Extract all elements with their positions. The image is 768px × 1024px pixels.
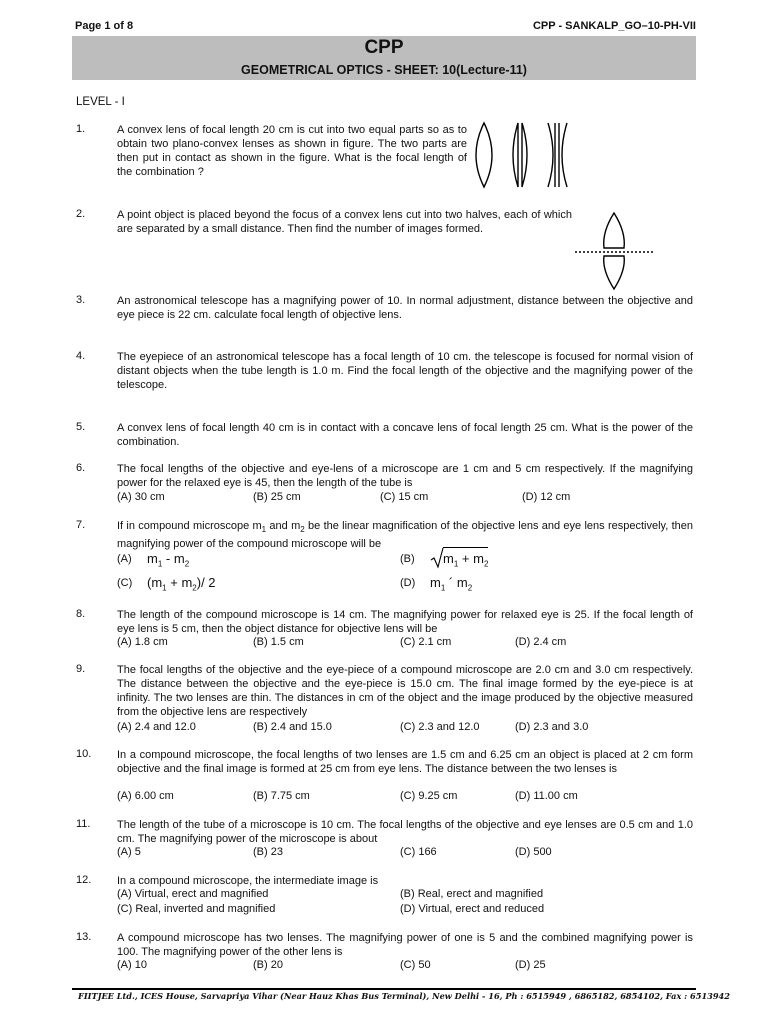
title-banner: [72, 36, 696, 80]
level-heading: LEVEL - I: [76, 96, 125, 108]
option-a-label: (A): [117, 553, 132, 565]
question-number: 6.: [76, 462, 86, 474]
question-text: An astronomical telescope has a magnifying power of 10. In normal adjustment, distance between the objective and eye piece is 22 cm. calculate focal length of objective lens.: [117, 295, 693, 321]
question-text: A convex lens of focal length 20 cm is cut into two equal parts so as to obtain two plano-convex lenses as shown in figure. The two parts are then put in contact as shown in the figure. What is the focal length of the combination ?: [117, 124, 467, 178]
option-a: (A) 2.4 and 12.0: [117, 721, 196, 733]
option-d: (D) 12 cm: [522, 491, 571, 503]
radical-bar: [443, 547, 488, 548]
option-a: (A) Virtual, erect and magnified: [117, 888, 269, 900]
option-a: (A) 30 cm: [117, 491, 165, 503]
footer-divider: [72, 988, 696, 990]
option-b: (B) 25 cm: [253, 491, 301, 503]
option-d: (D) 2.3 and 3.0: [515, 721, 589, 733]
question-text: In a compound microscope, the intermediate image is: [117, 875, 379, 887]
option-c: (C) 50: [400, 959, 431, 971]
option-b: (B) Real, erect and magnified: [400, 888, 544, 900]
question-number: 8.: [76, 608, 86, 620]
question-number: 13.: [76, 931, 92, 943]
option-c-formula: $(m_1 + m_2)/$ 2: [147, 575, 216, 593]
split-lens-figure: [572, 210, 658, 292]
question-number: 1.: [76, 123, 86, 135]
option-a: (A) 6.00 cm: [117, 790, 174, 802]
option-b: (B) 23: [253, 846, 283, 858]
option-b: (B) 2.4 and 15.0: [253, 721, 332, 733]
option-d: (D) 11.00 cm: [515, 790, 578, 802]
option-d: (D) 25: [515, 959, 546, 971]
footer-address: FIITJEE Ltd., ICES House, Sarvapriya Vihar (Near Hauz Khas Bus Terminal), New Delhi - 16, Ph : 6515949 , 6865182, 6854102, Fax : 6513942: [78, 991, 730, 1001]
option-d-formula: $m_1$ ´ $m_2$: [430, 575, 473, 593]
option-b: (B) 7.75 cm: [253, 790, 310, 802]
option-c-label: (C): [117, 577, 133, 589]
question-text: The length of the tube of a microscope is 10 cm. The focal lengths of the objective and eye lenses are 0.5 cm and 1.0 cm. The magnifying power of the microscope is about: [117, 819, 693, 845]
option-c: (C) 9.25 cm: [400, 790, 458, 802]
option-b: (B) 20: [253, 959, 283, 971]
option-a: (A) 10: [117, 959, 147, 971]
option-a: (A) 5: [117, 846, 141, 858]
question-number: 10.: [76, 748, 92, 760]
page-number: Page 1 of 8: [75, 20, 134, 32]
question-text: A compound microscope has two lenses. The magnifying power of one is 5 and the combined magnifying power is 100. The magnifying power of the other lens is: [117, 932, 693, 958]
option-c: (C) 2.1 cm: [400, 636, 452, 648]
question-text: If in compound microscope $m_1$ and $m_2$ be the linear magnification of the objective lens and eye lens respectively, then magnifying power of the compound microscope will be: [117, 520, 693, 551]
square-root-icon: [430, 547, 444, 569]
option-a: (A) 1.8 cm: [117, 636, 168, 648]
page-subtitle: GEOMETRICAL OPTICS - SHEET: 10(Lecture-11): [241, 63, 527, 77]
option-c: (C) Real, inverted and magnified: [117, 903, 276, 915]
question-text: A point object is placed beyond the focus of a convex lens cut into two halves, each of which are separated by a small distance. Then find the number of images formed.: [117, 209, 572, 235]
question-number: 2.: [76, 208, 86, 220]
option-b: (B) 1.5 cm: [253, 636, 304, 648]
question-number: 3.: [76, 294, 86, 306]
question-text: The eyepiece of an astronomical telescope has a focal length of 10 cm. the telescope is focused for normal vision of distant objects when the tube length is 1.0 m. Find the focal length of the objective and the magnifying power of the telescope.: [117, 351, 693, 391]
question-text: In a compound microscope, the focal lengths of two lenses are 1.5 cm and 6.25 cm an object is placed at 2 cm form objective and the final image is formed at 25 cm from eye lens. The distance between the two lenses is: [117, 749, 693, 775]
lens-cut-figure: [470, 120, 576, 190]
question-number: 9.: [76, 663, 86, 675]
option-b-formula: $m_1 + m_2$: [443, 551, 489, 569]
option-c: (C) 15 cm: [380, 491, 429, 503]
option-d-label: (D): [400, 577, 416, 589]
question-text: The focal lengths of the objective and the eye-piece of a compound microscope are 2.0 cm and 3.0 cm respectively. The distance between the objective and the eye-piece is 15.0 cm. The final image formed by the eye-piece is at infinity. The two lenses are thin. The distances in cm of the object and the image produced by the objective measured from the objective lens are respectively: [117, 664, 693, 718]
document-code: CPP - SANKALP_GO–10-PH-VII: [532, 20, 696, 32]
question-number: 11.: [76, 818, 91, 830]
question-number: 4.: [76, 350, 86, 362]
option-d: (D) 500: [515, 846, 552, 858]
page-title: CPP: [364, 37, 404, 58]
question-text: A convex lens of focal length 40 cm is in contact with a concave lens of focal length 25 cm. What is the power of the combination.: [117, 422, 693, 448]
option-a-formula: $m_1 - m_2$: [147, 551, 190, 569]
question-number: 12.: [76, 874, 92, 886]
option-d: (D) Virtual, erect and reduced: [400, 903, 545, 915]
question-text: The length of the compound microscope is 14 cm. The magnifying power for relaxed eye is 25. If the focal length of eye lens is 5 cm, then the object distance for objective lens will be: [117, 609, 693, 635]
question-text: The focal lengths of the objective and eye-lens of a microscope are 1 cm and 5 cm respectively. If the magnifying power for the relaxed eye is 45, then the length of the tube is: [117, 463, 693, 489]
option-d: (D) 2.4 cm: [515, 636, 567, 648]
question-number: 5.: [76, 421, 86, 433]
option-c: (C) 2.3 and 12.0: [400, 721, 480, 733]
question-number: 7.: [76, 519, 86, 531]
option-c: (C) 166: [400, 846, 437, 858]
option-b-label: (B): [400, 553, 415, 565]
